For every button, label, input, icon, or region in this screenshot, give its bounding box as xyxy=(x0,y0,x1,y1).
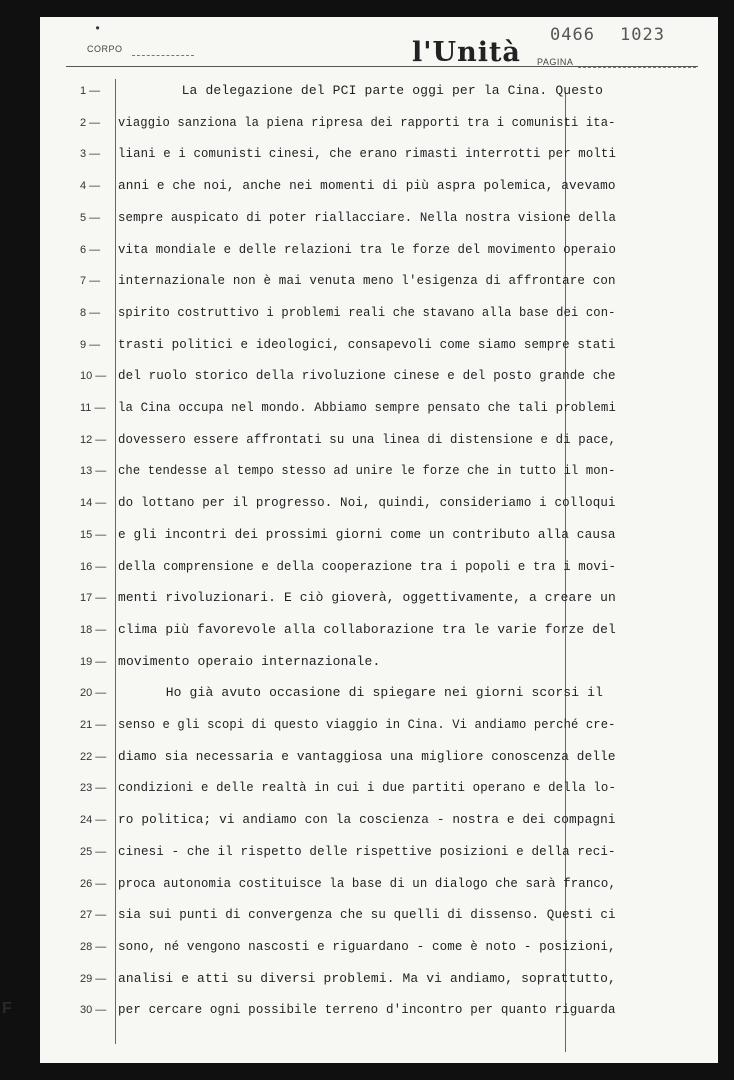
text-line: spirito costruttivo i problemi reali che stavano alla base dei con- xyxy=(118,304,616,320)
text-line: trasti politici e ideologici, consapevoli come siamo sempre stati xyxy=(118,336,616,352)
pagina-label: PAGINA xyxy=(537,57,574,67)
header-rule xyxy=(66,66,698,67)
line-number: 26 — xyxy=(80,877,107,890)
text-line: internazionale non è mai venuta meno l'esigenza di affrontare con xyxy=(118,273,616,289)
text-line: movimento operaio internazionale. xyxy=(118,653,381,669)
text-line: proca autonomia costituisce la base di un dialogo che sarà franco, xyxy=(118,875,617,891)
line-number: 10 — xyxy=(80,370,107,383)
line-number: 7 — xyxy=(80,275,101,288)
text-line: La delegazione del PCI parte oggi per la Cina. Questo xyxy=(118,83,604,98)
text-line: ro politica; vi andiamo con la coscienza - nostra e dei compagni xyxy=(118,812,616,828)
text-line: e gli incontri dei prossimi giorni come un contributo alla causa xyxy=(118,526,616,542)
line-number: 3 — xyxy=(80,148,101,161)
line-number: 9 — xyxy=(80,338,101,351)
text-line: per cercare ogni possibile terreno d'incontro per quanto riguarda xyxy=(118,1002,616,1018)
line-number: 5 — xyxy=(80,211,101,224)
line-number: 4 — xyxy=(80,180,101,193)
text-line: la Cina occupa nel mondo. Abbiamo sempre pensato che tali problemi xyxy=(118,400,617,415)
line-number: 27 — xyxy=(80,909,107,922)
line-number: 15 — xyxy=(80,528,107,541)
corpo-fill-line xyxy=(132,55,194,56)
line-number: 8 — xyxy=(80,306,101,319)
text-line: menti rivoluzionari. E ciò gioverà, oggettivamente, a creare un xyxy=(118,590,616,606)
text-line: sia sui punti di convergenza che su quelli di dissenso. Questi ci xyxy=(118,907,616,923)
stamp-number-right: 1023 xyxy=(620,25,665,45)
corpo-label: CORPO xyxy=(87,44,123,54)
line-number: 16 — xyxy=(80,560,107,573)
line-number: 11 — xyxy=(80,402,106,414)
stamp-number-left: 0466 xyxy=(550,25,595,45)
line-number: 18 — xyxy=(80,623,107,636)
document-page xyxy=(40,17,718,1063)
line-number: 19 — xyxy=(80,655,107,668)
line-number: 23 — xyxy=(80,782,107,795)
line-number: 22 — xyxy=(80,750,107,763)
line-number: 20 — xyxy=(80,687,107,700)
line-number: 2 — xyxy=(80,116,101,129)
line-number: 29 — xyxy=(80,972,107,985)
text-line: sempre auspicato di poter riallacciare. Nella nostra visione della xyxy=(118,209,617,225)
line-number: 6 — xyxy=(80,243,101,256)
pagina-fill-line xyxy=(578,67,696,68)
text-line: liani e i comunisti cinesi, che erano rimasti interrotti per molti xyxy=(118,146,617,162)
masthead-logo: l'Unità xyxy=(412,37,521,68)
text-line: Ho già avuto occasione di spiegare nei giorni scorsi il xyxy=(118,685,604,701)
line-number: 25 — xyxy=(80,845,107,858)
text-line: senso e gli scopi di questo viaggio in Cina. Vi andiamo perché cre- xyxy=(118,717,616,732)
text-line: della comprensione e della cooperazione tra i popoli e tra i movi- xyxy=(118,558,617,574)
line-number: 17 — xyxy=(80,592,107,605)
line-number: 14 — xyxy=(80,497,107,510)
line-number: 13 — xyxy=(80,465,107,478)
line-number: 24 — xyxy=(80,814,107,827)
line-number: 1 — xyxy=(80,85,101,97)
text-line: condizioni e delle realtà in cui i due partiti operano e della lo- xyxy=(118,780,617,796)
line-number: 28 — xyxy=(80,940,107,953)
text-line: sono, né vengono nascosti e riguardano - come è noto - posizioni, xyxy=(118,938,616,954)
line-number: 21 — xyxy=(80,719,107,731)
text-line: vita mondiale e delle relazioni tra le forze del movimento operaio xyxy=(118,241,617,257)
faint-watermark-mark: F xyxy=(2,1000,12,1017)
text-line: cinesi - che il rispetto delle rispettive posizioni e della reci- xyxy=(118,843,616,859)
text-line: che tendesse al tempo stesso ad unire le forze che in tutto il mon- xyxy=(118,463,616,479)
text-line: clima più favorevole alla collaborazione tra le varie forze del xyxy=(118,621,616,637)
line-number: 12 — xyxy=(80,433,107,446)
text-line: del ruolo storico della rivoluzione cinese e del posto grande che xyxy=(118,368,616,384)
text-line: do lottano per il progresso. Noi, quindi, consideriamo i colloqui xyxy=(118,495,616,511)
text-line: analisi e atti su diversi problemi. Ma vi andiamo, soprattutto, xyxy=(118,970,616,986)
text-line: diamo sia necessaria e vantaggiosa una migliore conoscenza delle xyxy=(118,748,616,764)
text-line: anni e che noi, anche nei momenti di più aspra polemica, avevamo xyxy=(118,178,616,194)
text-line: viaggio sanziona la piena ripresa dei rapporti tra i comunisti ita- xyxy=(118,114,616,130)
text-line: dovessero essere affrontati su una linea di distensione e di pace, xyxy=(118,431,617,447)
dot-mark: • xyxy=(94,22,102,36)
line-number: 30 — xyxy=(80,1004,107,1017)
